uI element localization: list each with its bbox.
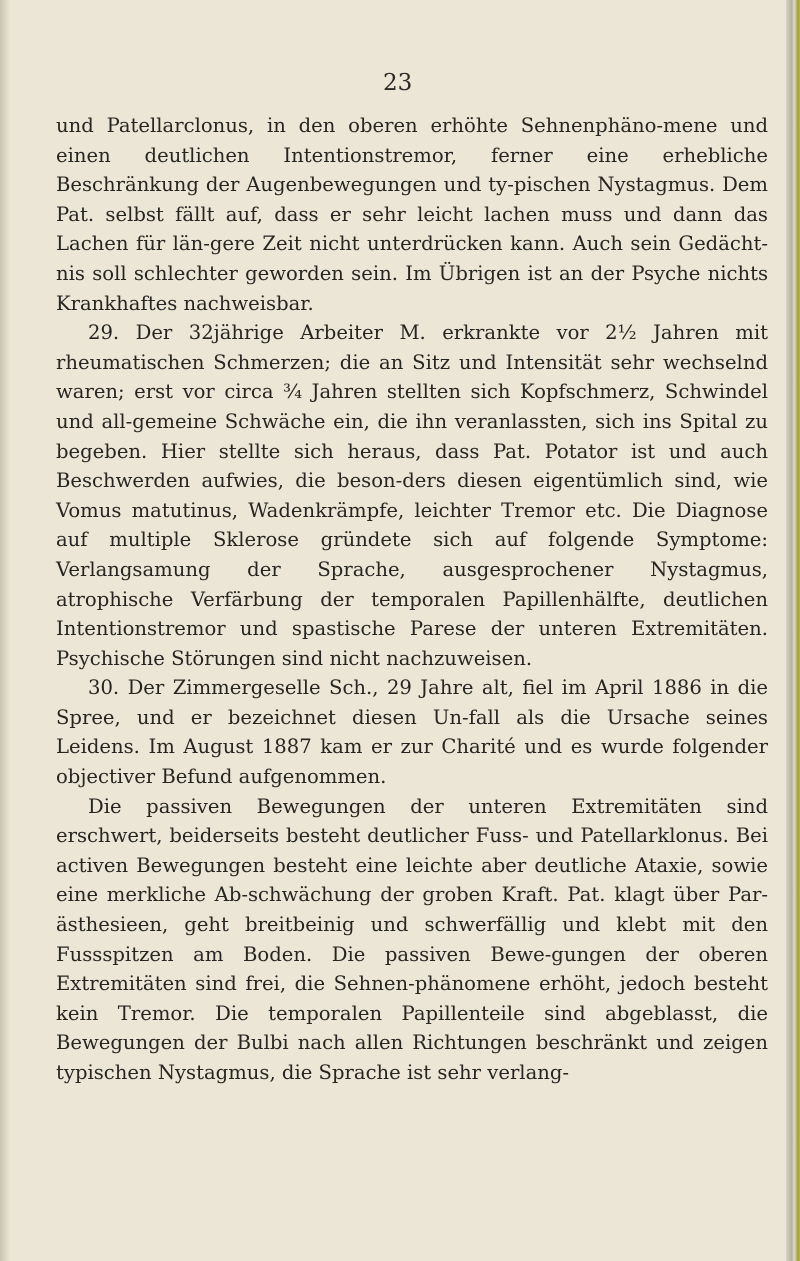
paragraph-case-30: 30. Der Zimmergeselle Sch., 29 Jahre alt, fiel im April 1886 in die Spree, und er bezeichnet diesen Un-fall als die Ursache seines Leidens. Im August 1887 kam er zur Charité und es wurde folgender objectiver Befund aufgenommen. [56,676,768,789]
page-edge [786,0,800,1261]
page-number: 23 [383,70,413,96]
paragraph-case-29: 29. Der 32jährige Arbeiter M. erkrankte vor 2½ Jahren mit rheumatischen Schmerzen; die an Sitz und Intensität sehr wechselnd waren; erst vor circa ¾ Jahren stellten sich Kopfschmerz, Schwindel und all-gemeine Schwäche ein, die ihn veranlassten, sich ins Spital zu begeben. Hier stellte sich heraus, dass Pat. Potator ist und auch Beschwerden aufwies, die beson-ders diesen eigentümlich sind, wie Vomus matutinus, Wadenkrämpfe, leichter Tremor etc. Die Diagnose auf multiple Sklerose gründete sich auf folgende Symptome: Verlangsamung der Sprache, ausgesprochener Nystagmus, atrophische Verfärbung der temporalen Papillenhälfte, deutlichen Intentionstremor und spastische Parese der unteren Extremitäten. Psychische Störungen sind nicht nachzuweisen. [56,321,768,670]
paragraph-continuation: und Patellarclonus, in den oberen erhöhte Sehnenphäno-mene und einen deutlichen Intentionstremor, ferner eine erhebliche Beschränkung der Augenbewegungen und ty-pischen Nystagmus. Dem Pat. selbst fällt auf, dass er sehr leicht lachen muss und dann das Lachen für län-gere Zeit nicht unterdrücken kann. Auch sein Gedächt-nis soll schlechter geworden sein. Im Übrigen ist an der Psyche nichts Krankhaftes nachweisbar. [56,114,768,315]
paragraph-case-30-findings: Die passiven Bewegungen der unteren Extremitäten sind erschwert, beiderseits besteht deutlicher Fuss- und Patellarklonus. Bei activen Bewegungen besteht eine leichte aber deutliche Ataxie, sowie eine merkliche Ab-schwächung der groben Kraft. Pat. klagt über Par-ästhesieen, geht breitbeinig und schwerfällig und klebt mit den Fussspitzen am Boden. Die passiven Bewe-gungen der oberen Extremitäten sind frei, die Sehnen-phänomene erhöht, jedoch besteht kein Tremor. Die temporalen Papillenteile sind abgeblasst, die Bewegungen der Bulbi nach allen Richtungen beschränkt und zeigen typischen Nystagmus, die Sprache ist sehr verlang- [56,794,768,1084]
spine-shadow [0,0,10,1261]
body-text [56,111,768,1088]
